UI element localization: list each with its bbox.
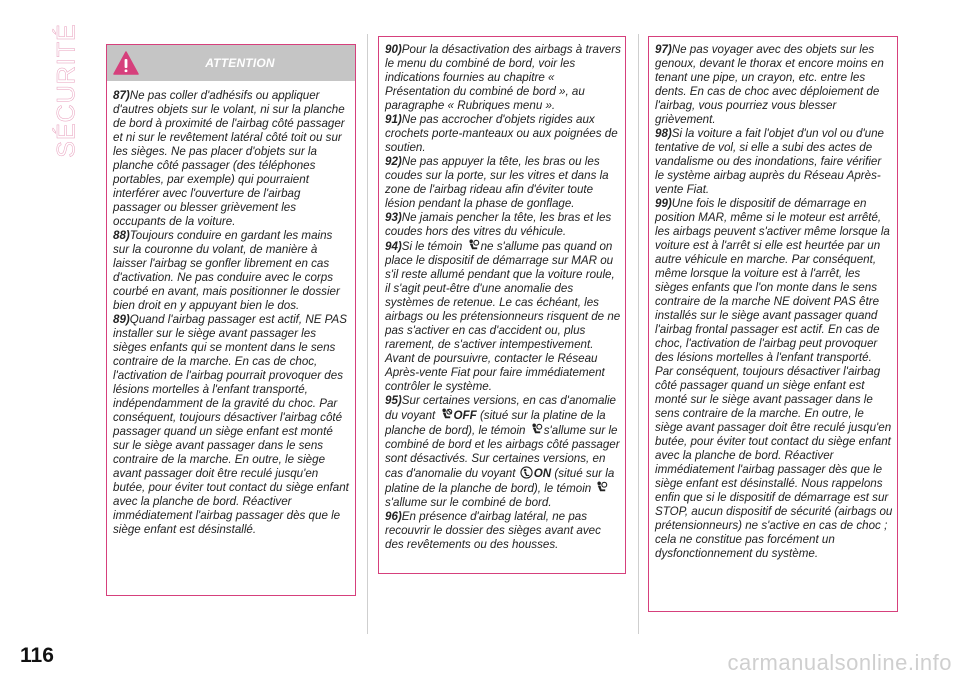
page-number: 116 <box>20 644 54 667</box>
warning-text: En présence d'airbag latéral, ne pas recouvrir le dossier des sièges avant avec des revêtements ou des housses. <box>385 510 601 551</box>
warning-text: Toujours conduire en gardant les mains sur la couronne du volant, de manière à laisser l'airbag se gonfler librement en cas d'activation. Ne pas conduire avec le corps courbé en avant, mais positionner le dossier bien droit en y appuyant bien le dos. <box>113 229 340 312</box>
warning-triangle-icon <box>113 51 139 75</box>
warning-text: s'allume sur le combiné de bord. <box>385 496 552 509</box>
warning-number: 97) <box>655 43 672 56</box>
warnings-box-3 <box>648 36 898 612</box>
warning-text: Quand l'airbag passager est actif, NE PAS installer sur le siège avant passager les sièges enfants qui se montent dans le sens contraire de la marche. En cas de choc, l'activation de l'airbag pourrait provoquer des lésions mortelles à l'enfant transporté, indépendamment de la gravité du choc. Par conséquent, toujours désactiver l'airbag côté passager quand un siège enfant est monté sur le siège avant passager dans le sens contraire de la marche. En outre, le siège avant passager doit être reculé jusqu'en butée, pour éviter tout contact du siège enfant avec la planche de bord. Réactiver immédiatement l'airbag passager dès que le siège enfant est désinstallé. <box>113 313 349 536</box>
warning-number: 91) <box>385 113 402 126</box>
section-title <box>52 22 82 158</box>
airbag-warning-icon <box>467 239 480 252</box>
watermark: carmanualsonline.info <box>727 650 952 675</box>
warning-98 <box>655 127 893 197</box>
warning-95 <box>385 394 621 510</box>
warning-text: Si le témoin <box>401 240 463 253</box>
warning-text: s'allume sur le combiné de bord et les airbags côté passager sont désactivés. Sur certaines versions, en cas d'anomalie du voyant <box>385 424 620 480</box>
warning-text: Pour la désactivation des airbags à travers le menu du combiné de bord, voir les indications fournies au chapitre « Présentation du combiné de bord », au paragraphe « Rubriques menu ». <box>385 43 621 112</box>
attention-header <box>107 45 355 81</box>
column-divider <box>638 34 639 634</box>
warnings-box-2 <box>378 36 626 574</box>
airbag-warning-icon <box>530 423 543 436</box>
warning-87 <box>113 89 351 229</box>
attention-body <box>107 81 355 537</box>
warning-text: Si la voiture a fait l'objet d'un vol ou d'une tentative de vol, si elle a subi des actes de vandalisme ou des inondations, faire vérifier le système airbag auprès du Réseau Après-vente Fiat. <box>655 127 885 196</box>
warning-90 <box>385 43 621 113</box>
passenger-airbag-icon <box>520 466 533 479</box>
warning-99 <box>655 197 893 561</box>
passenger-airbag-icon <box>440 408 453 421</box>
warning-text: Une fois le dispositif de démarrage en position MAR, même si le moteur est arrêté, les airbags peuvent s'activer même lorsque la voiture est à l'arrêt si elle est heurtée par un autre véhicule en marche. Par conséquent, même lorsque la voiture est à l'arrêt, les sièges enfants que l'on monte dans le sens contraire de la marche NE doivent PAS être installés sur le siège avant passager quand l'airbag frontal passager est actif. En cas de choc, l'activation de l'airbag peut provoquer des lésions mortelles à l'enfant transporté. Par conséquent, toujours désactiver l'airbag côté passager quand un siège enfant est monté sur le siège avant passager dans le sens contraire de la marche. En outre, le siège avant passager doit être reculé jusqu'en butée, pour éviter tout contact du siège enfant avec la planche de bord. Réactiver immédiatement l'airbag passager dès que le siège enfant est désinstallé. Nous rappelons enfin que si le dispositif de démarrage est sur STOP, aucun dispositif de sécurité (airbags ou prétensionneurs) ne s'active en cas de choc ; cela ne constitue pas forcément un dysfonctionnement du système. <box>655 197 893 560</box>
column-divider <box>367 34 368 634</box>
attention-box <box>106 44 356 596</box>
warning-96 <box>385 510 621 552</box>
warning-91 <box>385 113 621 155</box>
warning-number: 98) <box>655 127 672 140</box>
warning-92 <box>385 155 621 211</box>
warning-number: 95) <box>385 394 402 407</box>
warning-number: 92) <box>385 155 402 168</box>
warning-text: ne s'allume pas quand on place le dispositif de démarrage sur MAR ou s'il reste allumé pendant que la voiture roule, il s'agit peut-être d'une anomalie des systèmes de retenue. Le cas échéant, les airbags ou les prétensionneurs risquent de ne pas s'activer en cas d'accident ou, plus rarement, de s'activer intempestivement. Avant de poursuivre, contacter le Réseau Après-vente Fiat pour faire immédiatement contrôler le système. <box>385 240 621 393</box>
warning-text: Ne pas coller d'adhésifs ou appliquer d'autres objets sur le volant, ni sur la planche de bord à proximité de l'airbag côté passager et ni sur le revêtement latéral côté toit ou sur les sièges. Ne pas placer d'objets sur la planche côté passager (des téléphones portables, par exemple) qui pourraient interférer avec l'ouverture de l'airbag passager ou blesser grièvement les occupants de la voiture. <box>113 89 345 228</box>
warning-94 <box>385 239 621 394</box>
warning-number: 90) <box>385 43 402 56</box>
warning-text: (situé sur la platine de la planche de bord), le témoin <box>385 409 606 437</box>
warning-text: Ne pas voyager avec des objets sur les genoux, devant le thorax et encore moins en tenant une pipe, un crayon, etc. entre les dents. En cas de choc avec déploiement de l'airbag, vous pourriez vous blesser grièvement. <box>655 43 884 126</box>
airbag-warning-icon <box>595 481 608 494</box>
warning-93 <box>385 211 621 239</box>
warning-text: Ne pas appuyer la tête, les bras ou les coudes sur la porte, sur les vitres et dans la zone de l'airbag rideau afin d'éviter toute lésion pendant la phase de gonflage. <box>385 155 609 210</box>
warning-number: 96) <box>385 510 402 523</box>
warning-number: 88) <box>113 229 130 242</box>
warning-text: Sur certaines versions, en cas d'anomalie du voyant <box>385 394 616 422</box>
off-label: OFF <box>453 409 477 422</box>
attention-title: ATTENTION <box>205 56 275 70</box>
warning-97 <box>655 43 893 127</box>
warning-number: 93) <box>385 211 402 224</box>
warning-89 <box>113 313 351 537</box>
warning-text: Ne pas accrocher d'objets rigides aux crochets porte-manteaux ou aux poignées de soutien. <box>385 113 618 154</box>
warning-number: 99) <box>655 197 672 210</box>
warning-88 <box>113 229 351 313</box>
warning-text: (situé sur la platine de la planche de bord), le témoin <box>385 467 615 495</box>
on-label: ON <box>533 467 552 480</box>
warning-text: Ne jamais pencher la tête, les bras et les coudes hors des vitres du véhicule. <box>385 211 612 238</box>
warning-number: 87) <box>113 89 130 102</box>
warning-number: 94) <box>385 240 402 253</box>
section-title-text: SÉCURITÉ <box>52 22 81 158</box>
warning-number: 89) <box>113 313 130 326</box>
